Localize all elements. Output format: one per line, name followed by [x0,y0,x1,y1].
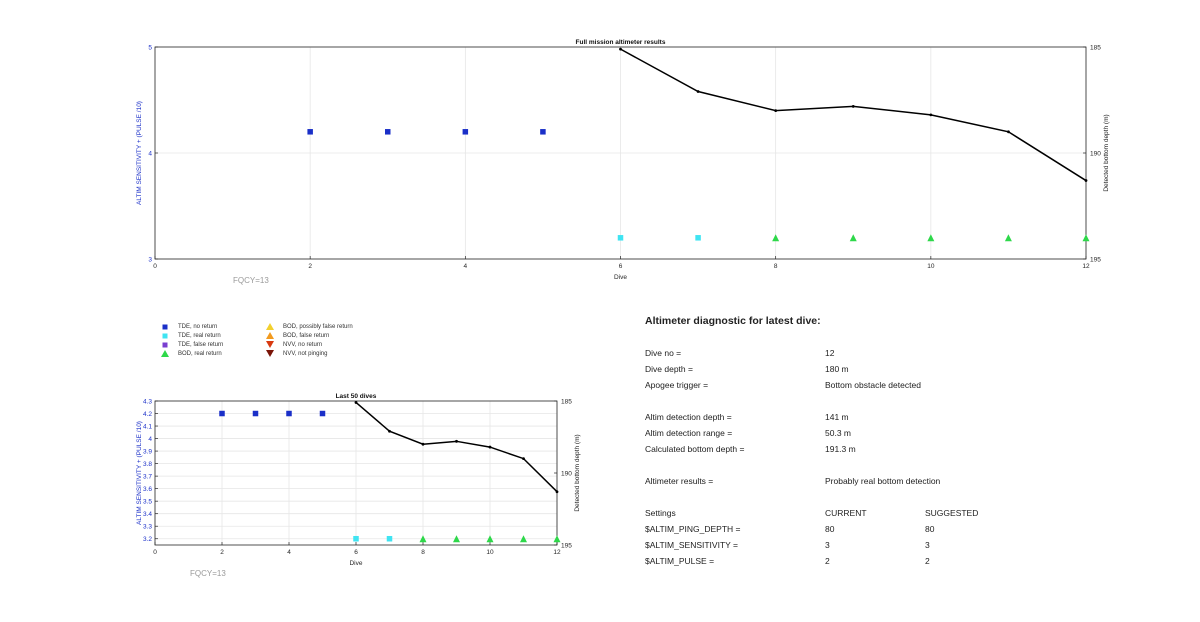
detection-depth-row [645,412,1165,424]
legend-item [265,340,322,349]
diagnostic-title: Altimeter diagnostic for latest dive: [645,315,821,327]
sensitivity-label: $ALTIM_SENSITIVITY = [645,540,738,550]
ping-depth-label: $ALTIM_PING_DEPTH = [645,524,741,534]
y2-axis-label: Detected bottom depth (m) [574,434,581,512]
depth-point [422,443,425,446]
marker-square [618,235,624,241]
y-tick-label: 3.7 [142,473,152,481]
depth-point [852,105,855,108]
pulse-row [645,556,1165,568]
x-tick-label: 8 [421,549,425,556]
y-tick-label: 3.8 [142,460,152,468]
calculated-depth-value: 191.3 m [825,444,856,454]
legend-item [265,349,327,358]
legend-label: TDE, real return [178,332,221,339]
dive-no-label: Dive no = [645,348,682,358]
y-tick-label: 3 [148,256,152,264]
legend-item [265,322,353,331]
detection-depth-label: Altim detection depth = [645,412,732,422]
dive-depth-label: Dive depth = [645,364,693,374]
x-tick-label: 4 [463,263,468,270]
calculated-depth-label: Calculated bottom depth = [645,444,745,454]
depth-point [489,446,492,449]
settings-header-row [645,508,1165,520]
x-tick-label: 2 [220,549,224,556]
fqcy-annotation: FQCY=13 [190,569,226,578]
detection-depth-value: 141 m [825,412,849,422]
pulse-label: $ALTIM_PULSE = [645,556,715,566]
y2-tick-label: 195 [561,542,572,550]
suggested-header: SUGGESTED [925,508,979,518]
x-tick-label: 10 [486,549,494,556]
fqcy-annotation: FQCY=13 [233,276,269,285]
x-tick-label: 10 [927,263,935,270]
chart-title: Full mission altimeter results [575,39,666,46]
altimeter-diagnostic-panel [645,310,1165,580]
legend-marker [265,331,275,340]
marker-square [353,536,359,542]
apogee-row [645,380,1165,392]
marker-triangle [772,234,779,241]
marker-triangle [927,234,934,241]
marker-triangle [1083,234,1090,241]
legend-label: NVV, no return [283,341,323,348]
x-tick-label: 0 [153,263,157,270]
legend-marker [265,322,275,331]
depth-point [522,457,525,460]
depth-line [356,402,557,491]
legend-marker [265,340,275,349]
depth-line [621,49,1087,180]
x-tick-label: 2 [308,263,312,270]
y-axis-label: ALTIM SENSITIVITY + (PULSE /10) [136,101,143,205]
x-tick-label: 4 [287,549,291,556]
ping-depth-suggested: 80 [925,524,935,534]
marker-triangle [850,234,857,241]
legend-marker [160,340,170,349]
dive-depth-value: 180 m [825,364,849,374]
ping-depth-current: 80 [825,524,835,534]
last-50-dives-chart [136,393,581,578]
y-tick-label: 4 [148,435,152,443]
legend-label: NVV, not pinging [283,350,328,357]
legend-label: TDE, no return [178,323,218,330]
y2-tick-label: 195 [1090,256,1101,264]
depth-point [455,440,458,443]
depth-point [774,109,777,112]
dive-no-row [645,348,1165,360]
depth-point [619,48,622,51]
x-tick-label: 6 [354,549,358,556]
y-tick-label: 3.5 [142,498,152,506]
marker-square [286,411,292,417]
y-tick-label: 4.1 [142,423,152,431]
settings-label: Settings [645,508,676,518]
legend-marker [160,331,170,340]
y-tick-label: 4.2 [142,410,152,418]
results-label: Altimeter results = [645,476,714,486]
ping-depth-row [645,524,1165,536]
legend [160,322,400,362]
y-tick-label: 3.9 [142,448,152,456]
marker-square [253,411,259,417]
depth-point [929,113,932,116]
y-tick-label: 5 [148,44,152,52]
legend-marker [160,349,170,358]
y-axis-label: ALTIM SENSITIVITY + (PULSE /10) [136,421,143,525]
depth-point [355,401,358,404]
legend-item [160,322,217,331]
pulse-current: 2 [825,556,830,566]
marker-square [463,129,469,135]
marker-square [307,129,313,135]
legend-item [160,340,223,349]
y-tick-label: 4 [148,150,152,158]
y2-tick-label: 190 [1090,150,1101,158]
x-tick-label: 0 [153,549,157,556]
depth-point [697,90,700,93]
legend-item [160,331,221,340]
dive-no-value: 12 [825,348,835,358]
legend-marker [160,322,170,331]
legend-label: TDE, false return [178,341,224,348]
y-tick-label: 3.4 [142,510,152,518]
legend-label: BOD, real return [178,350,222,357]
y-tick-label: 3.2 [142,536,152,544]
legend-item [265,331,329,340]
legend-label: BOD, possibly false return [283,323,353,330]
y-tick-label: 3.3 [142,523,152,531]
sensitivity-suggested: 3 [925,540,930,550]
marker-square [540,129,546,135]
y2-axis-label: Detected bottom depth (m) [1103,114,1110,192]
apogee-value: Bottom obstacle detected [825,380,921,390]
marker-square [219,411,225,417]
depth-point [556,490,559,493]
marker-square [320,411,326,417]
x-tick-label: 12 [553,549,561,556]
marker-square [387,536,393,542]
current-header: CURRENT [825,508,867,518]
y-tick-label: 3.6 [142,485,152,493]
y2-tick-label: 185 [561,398,572,406]
detection-range-label: Altim detection range = [645,428,733,438]
chart-title: Last 50 dives [335,393,377,400]
marker-square [385,129,391,135]
detection-range-row [645,428,1165,440]
pulse-suggested: 2 [925,556,930,566]
depth-point [1085,179,1088,182]
results-row [645,476,1165,488]
results-value: Probably real bottom detection [825,476,941,486]
sensitivity-current: 3 [825,540,830,550]
depth-point [1007,130,1010,133]
marker-square [695,235,701,241]
x-axis-label: Dive [613,274,628,281]
full-mission-chart [136,39,1110,285]
legend-item [160,349,222,358]
dive-depth-row [645,364,1165,376]
marker-triangle [1005,234,1012,241]
y-tick-label: 4.3 [142,398,152,406]
detection-range-value: 50.3 m [825,428,851,438]
depth-point [388,430,391,433]
x-tick-label: 8 [773,263,778,270]
apogee-label: Apogee trigger = [645,380,709,390]
y2-tick-label: 190 [561,470,572,478]
sensitivity-row [645,540,1165,552]
x-axis-label: Dive [349,560,363,567]
x-tick-label: 6 [618,263,623,270]
calculated-depth-row [645,444,1165,456]
y2-tick-label: 185 [1090,44,1101,52]
legend-label: BOD, false return [283,332,330,339]
x-tick-label: 12 [1082,263,1090,270]
legend-marker [265,349,275,358]
